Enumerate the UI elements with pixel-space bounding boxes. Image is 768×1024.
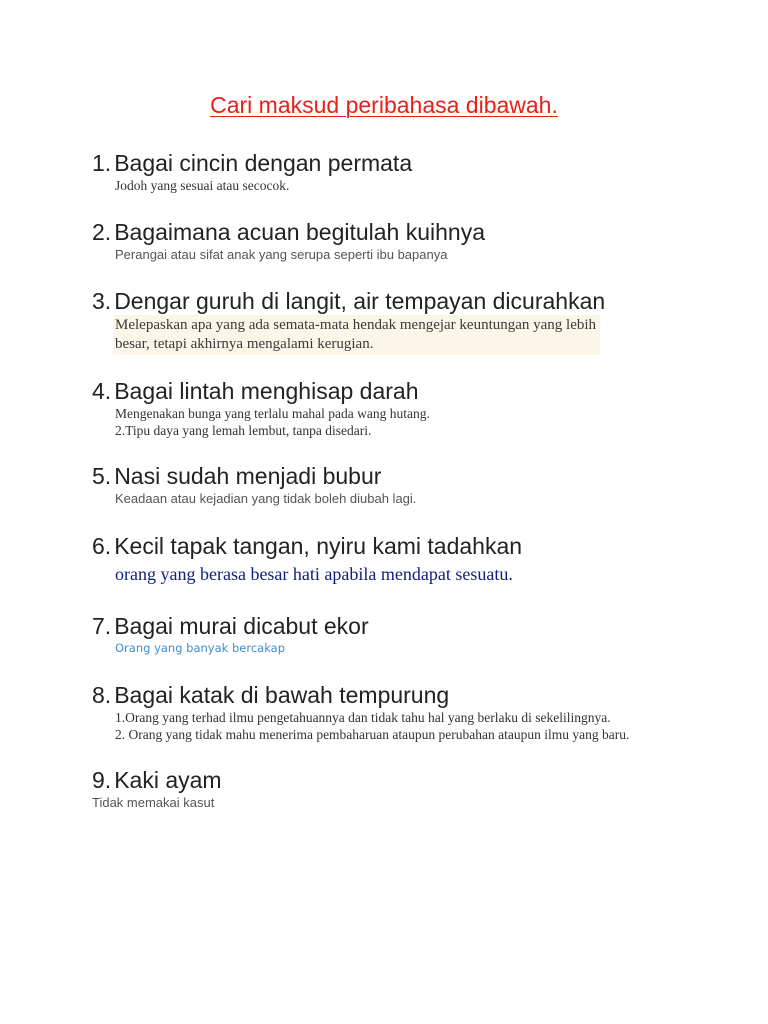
proverb-item-8	[92, 682, 629, 743]
meaning-line: Melepaskan apa yang ada semata-mata hendak mengejar keuntungan yang lebih	[115, 317, 597, 333]
proverb-meaning: orang yang berasa besar hati apabila mendapat sesuatu.	[115, 564, 513, 584]
proverb-item-5	[92, 463, 416, 507]
proverb-meaning: Keadaan atau kejadian yang tidak boleh diubah lagi.	[115, 491, 417, 506]
proverb-meaning: Jodoh yang sesuai atau secocok.	[115, 178, 290, 193]
proverb-number: 9.	[92, 767, 112, 793]
proverb-text: Bagai lintah menghisap darah	[114, 378, 419, 404]
proverb-heading	[92, 767, 222, 794]
proverb-text: Bagai murai dicabut ekor	[114, 613, 369, 639]
proverb-number: 2.	[92, 219, 112, 245]
proverb-text: Dengar guruh di langit, air tempayan dicurahkan	[114, 288, 606, 314]
proverb-item-6	[92, 533, 522, 585]
proverb-item-1	[92, 150, 412, 194]
proverb-text: Bagai katak di bawah tempurung	[114, 682, 450, 708]
proverb-heading	[92, 288, 605, 315]
proverb-heading	[92, 682, 629, 709]
proverb-heading	[92, 150, 412, 177]
proverb-number: 8.	[92, 682, 112, 708]
proverb-number: 1.	[92, 150, 112, 176]
meaning-line: 2.Tipu daya yang lemah lembut, tanpa disedari.	[115, 423, 372, 438]
proverb-meaning	[113, 315, 605, 355]
proverb-item-9	[92, 767, 222, 811]
proverb-meaning	[115, 709, 629, 743]
page-title: Cari maksud peribahasa dibawah.	[210, 92, 558, 118]
proverb-text: Bagaimana acuan begitulah kuihnya	[114, 219, 486, 245]
proverb-heading	[92, 378, 430, 405]
meaning-line: Mengenakan bunga yang terlalu mahal pada wang hutang.	[115, 406, 430, 421]
proverb-text: Kecil tapak tangan, nyiru kami tadahkan	[114, 533, 523, 559]
highlighted-meaning	[113, 315, 600, 355]
proverb-item-7	[92, 613, 369, 657]
proverb-heading	[92, 613, 369, 640]
proverb-heading	[92, 219, 485, 246]
proverb-number: 3.	[92, 288, 112, 314]
proverb-meaning	[115, 405, 430, 439]
proverb-meaning: Orang yang banyak bercakap	[115, 641, 285, 655]
meaning-line: besar, tetapi akhirnya mengalami kerugian.	[115, 336, 374, 352]
proverb-heading	[92, 533, 522, 560]
proverb-text: Kaki ayam	[114, 767, 222, 793]
proverb-number: 7.	[92, 613, 112, 639]
proverb-meaning: Tidak memakai kasut	[92, 795, 215, 810]
proverb-item-2	[92, 219, 485, 263]
proverb-text: Nasi sudah menjadi bubur	[114, 463, 382, 489]
proverb-number: 4.	[92, 378, 112, 404]
proverb-meaning: Perangai atau sifat anak yang serupa seperti ibu bapanya	[115, 247, 448, 262]
meaning-line: 2. Orang yang tidak mahu menerima pembaharuan ataupun perubahan ataupun ilmu yang baru.	[115, 727, 630, 742]
proverb-number: 5.	[92, 463, 112, 489]
meaning-line: 1.Orang yang terhad ilmu pengetahuannya dan tidak tahu hal yang berlaku di sekelilingnya.	[115, 710, 611, 725]
proverb-heading	[92, 463, 416, 490]
proverb-item-3	[92, 288, 605, 355]
proverb-item-4	[92, 378, 430, 439]
proverb-number: 6.	[92, 533, 112, 559]
proverb-text: Bagai cincin dengan permata	[114, 150, 413, 176]
